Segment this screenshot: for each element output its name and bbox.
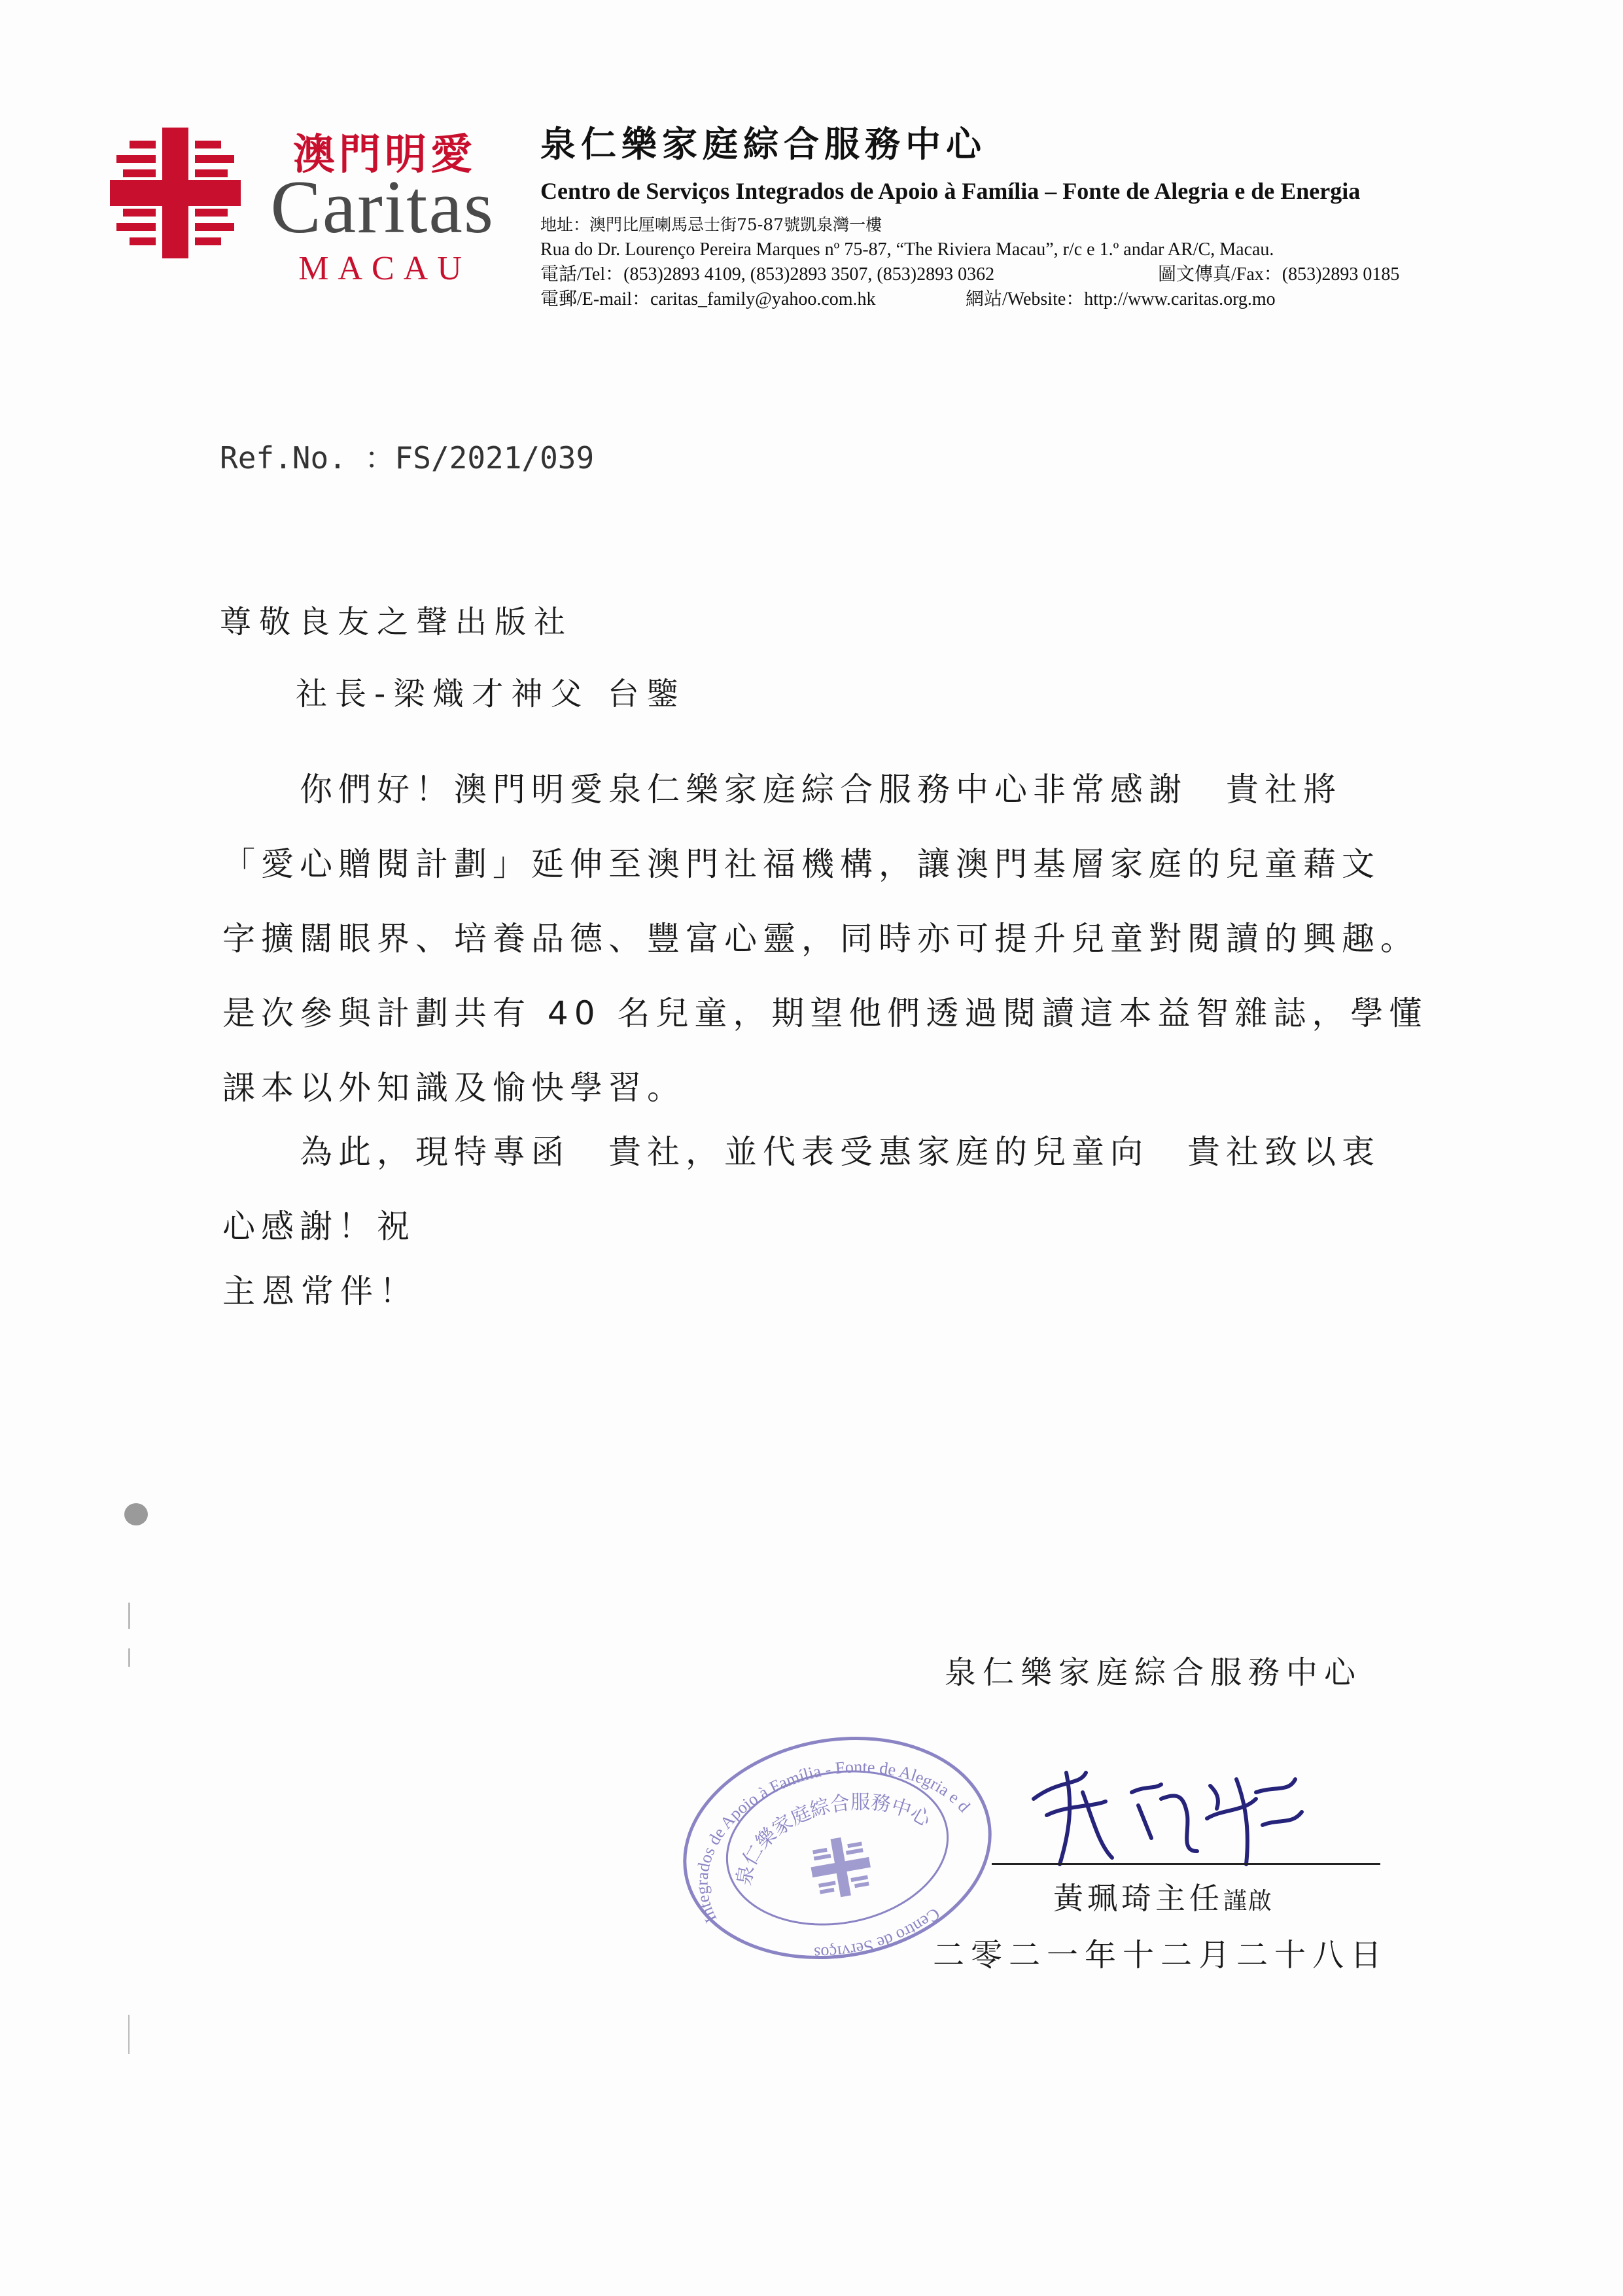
contact-web-row	[540, 287, 1522, 312]
address-pt: Rua do Dr. Lourenço Pereira Marques nº 75-87, “The Riviera Macau”, r/c e 1.º andar AR/C, Macau.	[540, 239, 1274, 260]
paragraph-1-line: 「愛心贈閱計劃」延伸至澳門社福機構，讓澳門基層家庭的兒童藉文	[222, 845, 1380, 883]
addressee-line-1: 尊敬良友之聲出版社	[220, 604, 574, 640]
reference-number: Ref.No. ：FS/2021/039	[220, 440, 595, 476]
paragraph-1-line: 你們好！澳門明愛泉仁樂家庭綜合服務中心非常感謝 貴社將	[222, 771, 1342, 809]
logo-region: MACAU	[298, 250, 471, 287]
scan-margin-mark	[128, 1648, 130, 1667]
paragraph-2-line: 心感謝！祝	[222, 1208, 415, 1245]
addressee-line-2: 社長-梁熾才神父 台鑒	[296, 676, 686, 712]
logo-name-en: Caritas	[270, 165, 495, 249]
address-cn-text: 地址：澳門比厘喇馬忌士街75-87號凱泉灣一樓	[540, 215, 882, 234]
paragraph-2-line: 為此，現特專函 貴社，並代表受惠家庭的兒童向 貴社致以衷	[222, 1133, 1380, 1171]
caritas-logo	[110, 121, 496, 285]
punch-hole-mark	[124, 1503, 148, 1525]
website-link[interactable]: 網站/Website：http://www.caritas.org.mo	[966, 289, 1276, 309]
fax-number: 圖文傳真/Fax：(853)2893 0185	[1158, 264, 1400, 285]
signer-name: 黃珮琦主任	[1053, 1881, 1223, 1916]
blessing: 主恩常伴！	[222, 1272, 419, 1310]
signer	[1053, 1875, 1273, 1918]
closing-org-name: 泉仁樂家庭綜合服務中心	[945, 1654, 1363, 1691]
address-cn	[540, 213, 1522, 237]
stamp-arc-bottom	[807, 1903, 948, 1966]
paragraph-1-line: 課本以外知識及愉快學習。	[222, 1069, 686, 1107]
handwritten-signature	[1021, 1753, 1308, 1877]
stamp-arc-inner-text: 泉仁樂家庭綜合服務中心	[733, 1790, 935, 1887]
phone-numbers: 電話/Tel：(853)2893 4109, (853)2893 3507, (853)2893 0362	[540, 264, 995, 285]
paragraph-1	[222, 752, 1428, 1125]
signature-line	[992, 1863, 1380, 1865]
contact-phone-row	[540, 262, 1522, 287]
scan-margin-mark	[128, 1603, 130, 1629]
stamp-cross-icon	[807, 1833, 875, 1901]
stamp-arc-top-text: Integrados de Apoio à Família - Fonte de Alegria e de	[692, 1757, 974, 1926]
scan-margin-mark	[128, 2015, 130, 2054]
caritas-cross-icon	[110, 128, 241, 258]
stamp-arc-bottom-text: Centro de Serviços	[814, 1904, 944, 1963]
letter-date: 二零二一年十二月二十八日	[933, 1937, 1389, 1974]
paragraph-2	[222, 1115, 1387, 1264]
paragraph-1-line: 是次參與計劃共有 40 名兒童，期望他們透過閱讀這本益智雜誌，學懂	[222, 994, 1428, 1032]
email-address[interactable]: 電郵/E-mail：caritas_family@yahoo.com.hk	[540, 289, 876, 309]
logo-name-cn: 澳門明愛	[293, 130, 476, 179]
org-name-pt: Centro de Serviços Integrados de Apoio à Família – Fonte de Alegria e de Energia	[540, 178, 1361, 204]
signer-suffix: 謹啟	[1223, 1888, 1274, 1915]
paragraph-1-line: 字擴闊眼界、培養品德、豐富心靈，同時亦可提升兒童對閱讀的興趣。	[222, 920, 1419, 958]
letterhead	[540, 116, 1522, 312]
org-name-cn: 泉仁樂家庭綜合服務中心	[540, 123, 986, 165]
